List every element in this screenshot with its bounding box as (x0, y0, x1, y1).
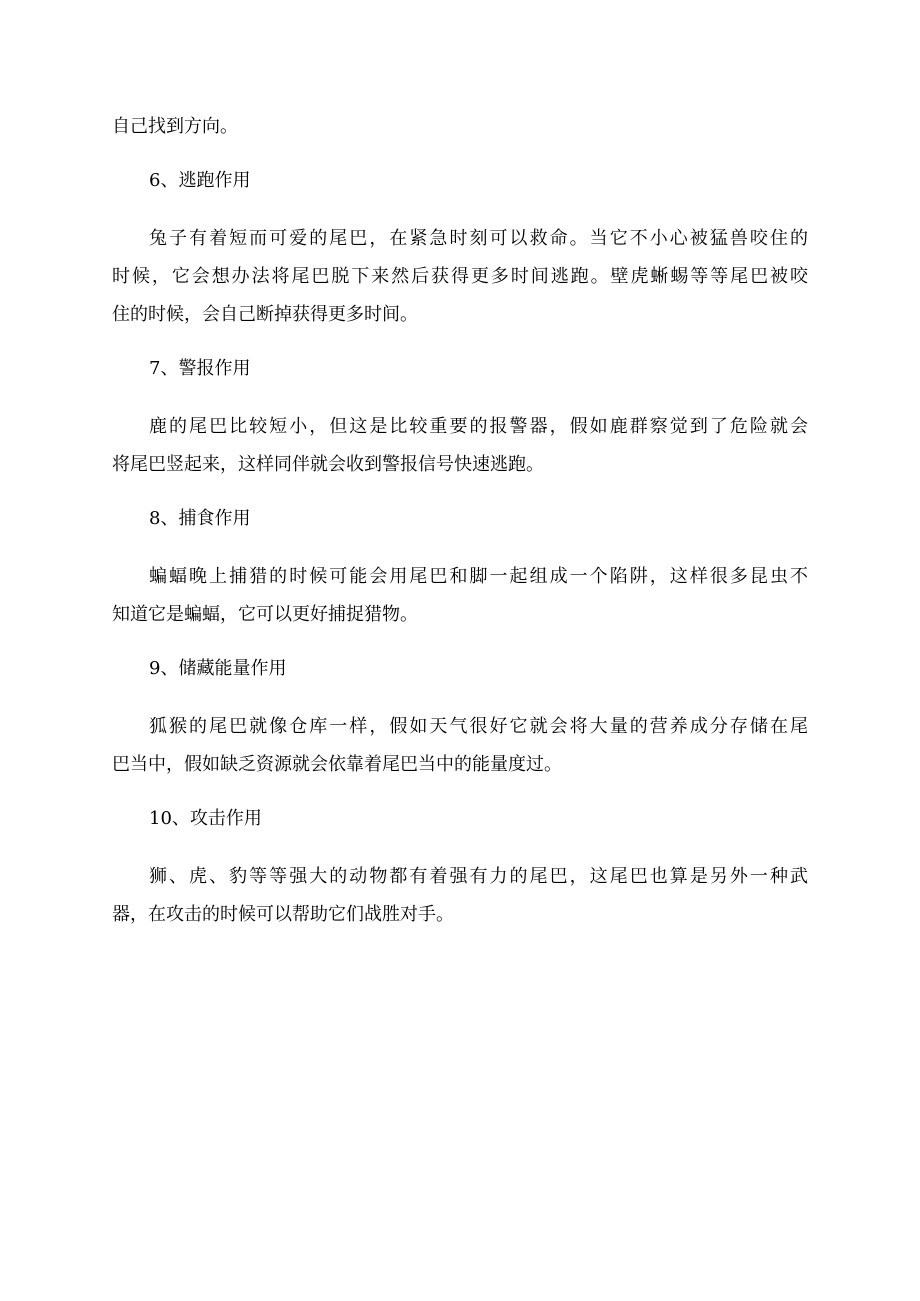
text-line: 知道它是蝙蝠，它可以更好捕捉猎物。 (112, 604, 418, 625)
paragraph-energy (112, 708, 808, 784)
heading-text: 10、攻击作用 (149, 808, 262, 829)
heading-text: 6、逃跑作用 (149, 170, 251, 191)
text-line: 蝙蝠晚上捕猎的时候可能会用尾巴和脚一起组成一个陷阱，这样很多昆虫不 (149, 566, 808, 587)
section-heading-escape (112, 162, 808, 200)
section-heading-hunting (112, 500, 808, 538)
text-line: 兔子有着短而可爱的尾巴，在紧急时刻可以救命。当它不小心被猛兽咬住的 (149, 228, 808, 249)
text-line: 器，在攻击的时候可以帮助它们战胜对手。 (112, 904, 454, 925)
text-line: 巴当中，假如缺乏资源就会依靠着尾巴当中的能量度过。 (112, 754, 562, 775)
paragraph-continuation (112, 108, 808, 146)
paragraph-alarm (112, 408, 808, 484)
section-heading-attack (112, 800, 808, 838)
paragraph-attack (112, 858, 808, 934)
text-line: 狐猴的尾巴就像仓库一样，假如天气很好它就会将大量的营养成分存储在尾 (149, 716, 808, 737)
text-line: 时候，它会想办法将尾巴脱下来然后获得更多时间逃跑。壁虎蜥蜴等等尾巴被咬 (112, 266, 808, 287)
section-heading-energy (112, 650, 808, 688)
text-line: 自己找到方向。 (112, 116, 238, 137)
paragraph-escape (112, 220, 808, 334)
text-line: 将尾巴竖起来，这样同伴就会收到警报信号快速逃跑。 (112, 454, 544, 475)
paragraph-hunting (112, 558, 808, 634)
section-heading-alarm (112, 350, 808, 388)
heading-text: 7、警报作用 (149, 358, 251, 379)
text-line: 鹿的尾巴比较短小，但这是比较重要的报警器，假如鹿群察觉到了危险就会 (149, 416, 808, 437)
text-line: 住的时候，会自己断掉获得更多时间。 (112, 304, 418, 325)
text-line: 狮、虎、豹等等强大的动物都有着强有力的尾巴，这尾巴也算是另外一种武 (149, 866, 808, 887)
heading-text: 8、捕食作用 (149, 508, 251, 529)
heading-text: 9、储藏能量作用 (149, 658, 287, 679)
document-page (112, 108, 808, 934)
